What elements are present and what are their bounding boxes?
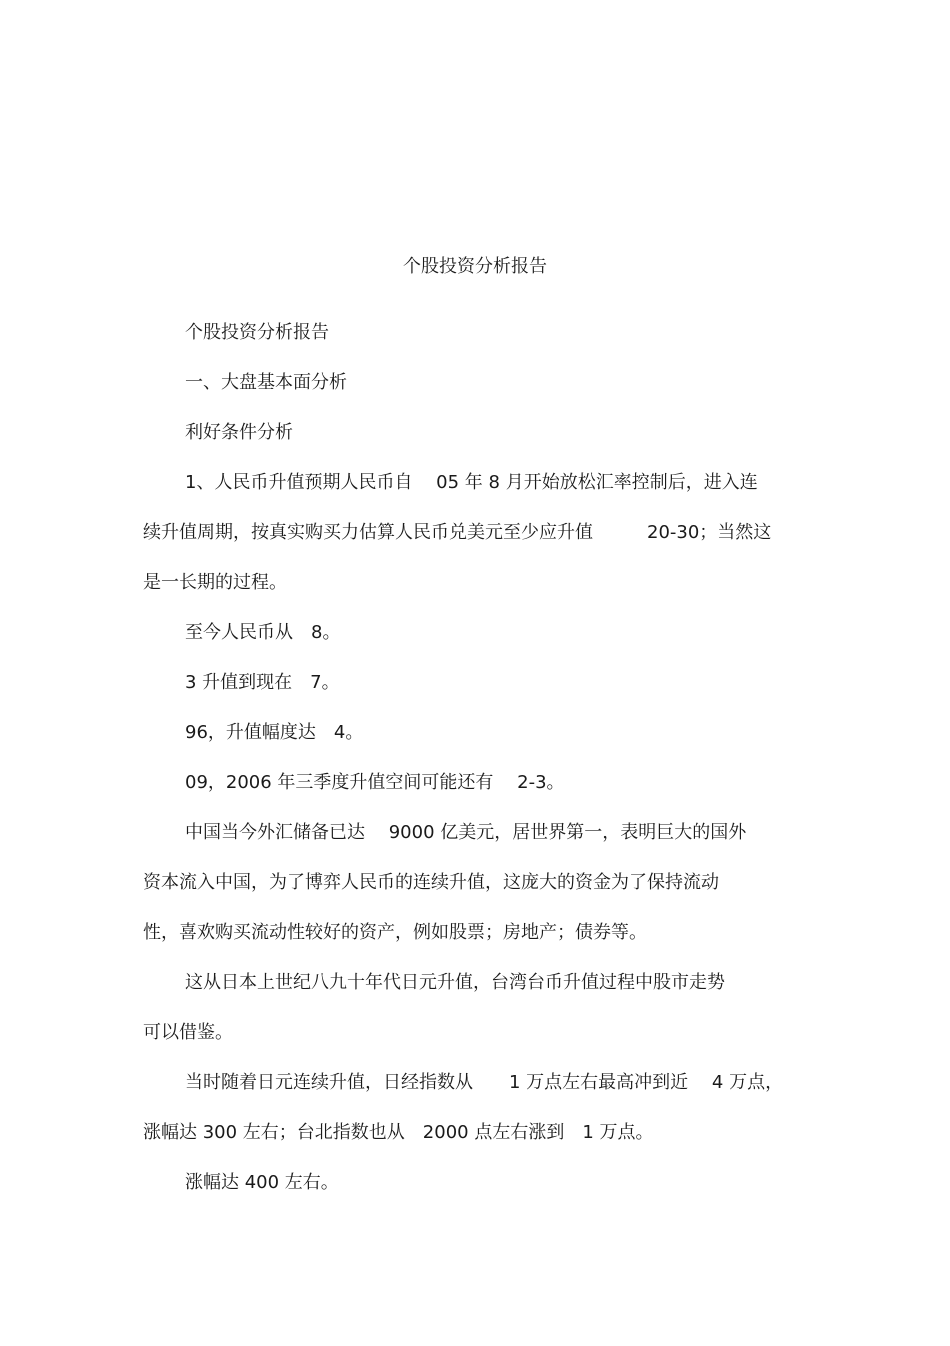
document-title: 个股投资分析报告 xyxy=(403,256,547,277)
paragraph-line: 这从日本上世纪八九十年代日元升值，台湾台币升值过程中股市走势 xyxy=(185,972,725,993)
paragraph-line: 当时随着日元连续升值，日经指数从 1 万点左右最高冲到近 4 万点， xyxy=(185,1072,784,1093)
section-heading-report: 个股投资分析报告 xyxy=(185,322,329,343)
paragraph-line: 中国当今外汇储备已达 9000 亿美元，居世界第一，表明巨大的国外 xyxy=(185,822,747,843)
paragraph-line: 是一长期的过程。 xyxy=(143,572,287,593)
paragraph-line: 09，2006 年三季度升值空间可能还有 2-3。 xyxy=(185,772,565,793)
paragraph-line: 1、人民币升值预期人民币自 05 年 8 月开始放松汇率控制后，进入连 xyxy=(185,472,758,493)
paragraph-line: 涨幅达 300 左右；台北指数也从 2000 点左右涨到 1 万点。 xyxy=(143,1122,654,1143)
paragraph-line: 续升值周期，按真实购买力估算人民币兑美元至少应升值 20-30；当然这 xyxy=(143,522,772,543)
paragraph-line: 96，升值幅度达 4。 xyxy=(185,722,364,743)
paragraph-line: 性，喜欢购买流动性较好的资产，例如股票；房地产；债券等。 xyxy=(143,922,647,943)
section-heading-market-analysis: 一、大盘基本面分析 xyxy=(185,372,347,393)
subsection-heading-favorable-conditions: 利好条件分析 xyxy=(185,422,293,443)
paragraph-line: 至今人民币从 8。 xyxy=(185,622,341,643)
paragraph-line: 可以借鉴。 xyxy=(143,1022,233,1043)
paragraph-line: 3 升值到现在 7。 xyxy=(185,672,340,693)
paragraph-line: 资本流入中国，为了博弈人民币的连续升值，这庞大的资金为了保持流动 xyxy=(143,872,719,893)
paragraph-line: 涨幅达 400 左右。 xyxy=(185,1172,339,1193)
